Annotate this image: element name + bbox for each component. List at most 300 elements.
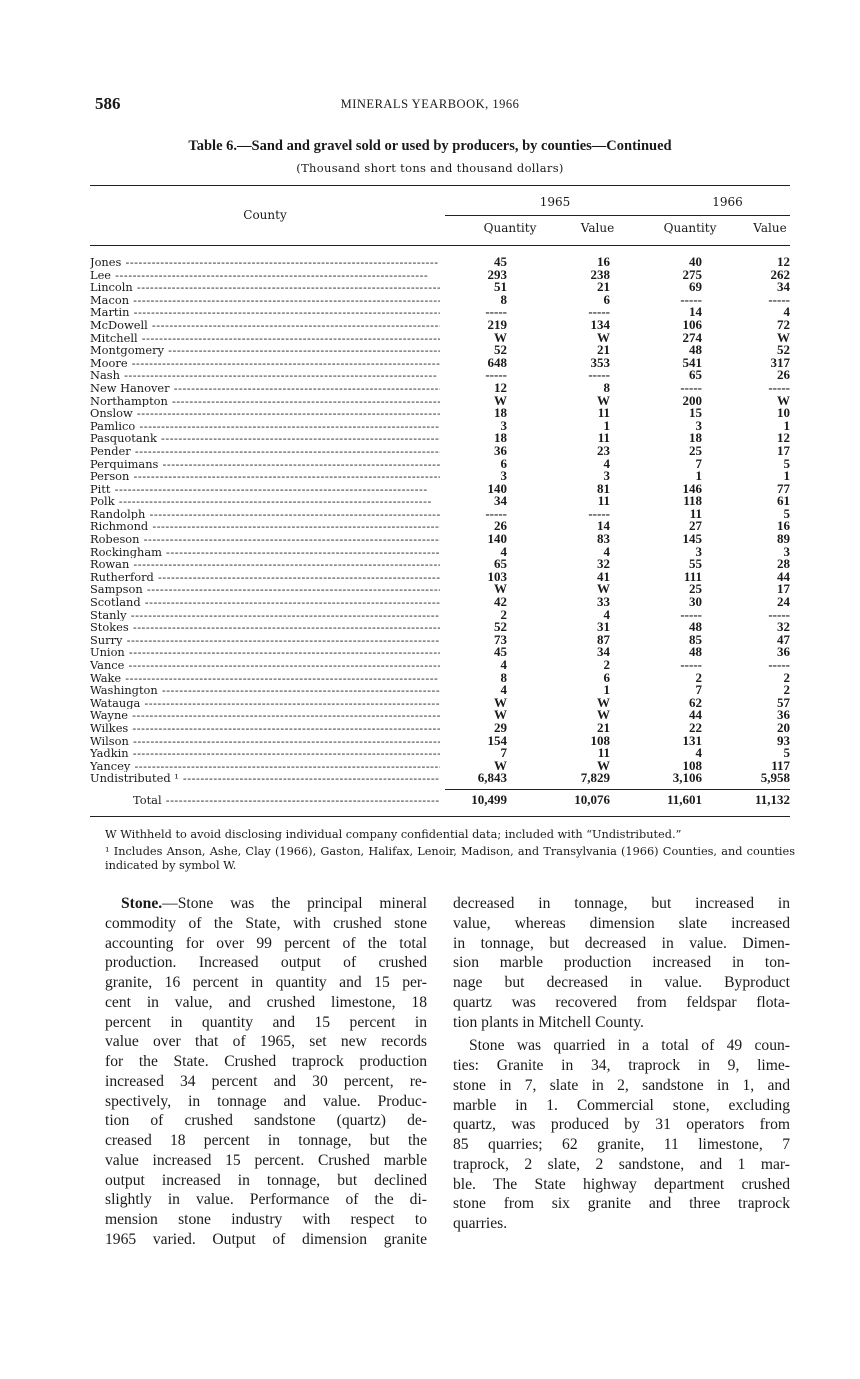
table-cell: 32 [597, 556, 610, 572]
text-line [453, 934, 790, 954]
table-cell: 4 [500, 543, 507, 559]
table-cell: ----- [485, 304, 507, 320]
text-line-content: sion marble production increased in ton- [453, 954, 790, 972]
table-cell: 45 [494, 644, 507, 660]
county-name: Undistributed ¹ ----- [90, 772, 440, 785]
table-cell: ----- [768, 657, 790, 672]
county-name: Yadkin ----- [90, 747, 440, 760]
total-label: Total ----- [133, 794, 440, 807]
table-cell: 55 [689, 556, 702, 572]
table-cell: 36 [494, 442, 507, 458]
table-cell: 21 [597, 719, 610, 735]
county-name: Pamlico ----- [90, 420, 440, 433]
table-cell: 2 [695, 669, 702, 685]
county-name: Rockingham ----- [90, 546, 440, 559]
table-cell: 108 [590, 732, 610, 748]
table-cell: 93 [777, 732, 790, 748]
county-name: Wayne ----- [90, 709, 440, 722]
county-name: Nash ----- [90, 369, 440, 382]
total-cell: 11,601 [666, 792, 702, 807]
table-row [90, 568, 790, 584]
table-row [90, 684, 790, 697]
text-line-content: slightly in value. Performance of the di- [105, 1191, 427, 1209]
county-name: Watauga ----- [90, 697, 440, 710]
county-name: Pender ----- [90, 445, 440, 458]
table-cell: 11 [597, 430, 610, 446]
table-cell: ----- [485, 367, 507, 383]
table-row [90, 659, 790, 672]
table-cell: 7 [695, 682, 702, 698]
table-cell: 108 [682, 757, 702, 773]
text-line [453, 1155, 790, 1175]
table-row [90, 709, 790, 722]
table-cell: 1 [783, 468, 790, 484]
table-row [90, 495, 790, 508]
table-cell: 73 [494, 631, 507, 647]
table-cell: 10 [777, 405, 790, 421]
county-name: Scotland ----- [90, 596, 440, 609]
table-cell: 5 [783, 505, 790, 521]
table-cell: 140 [487, 531, 507, 547]
text-line-content: stone in 7, slate in 2, sandstone in 1, and [453, 1076, 790, 1094]
table-cell: 5 [783, 745, 790, 761]
table-cell: 4 [500, 682, 507, 698]
text-line [453, 973, 790, 993]
county-name: McDowell ----- [90, 319, 440, 332]
table-cell: 1 [695, 468, 702, 484]
table-cell: 6 [500, 455, 507, 471]
total-cell: 10,076 [574, 792, 610, 807]
table-cell: W [597, 694, 610, 710]
county-name: New Hanover ----- [90, 382, 440, 395]
text-line [105, 993, 427, 1013]
county-name: Northampton ----- [90, 395, 440, 408]
table-cell: 72 [777, 316, 790, 332]
text-line-content: for the State. Crushed traprock production [105, 1053, 427, 1070]
table-cell: 25 [689, 581, 702, 597]
table-cell: 41 [597, 568, 610, 584]
table-cell: 34 [777, 279, 790, 295]
table-cell: 40 [689, 254, 702, 269]
county-name: Perquimans ----- [90, 458, 440, 471]
table-cell: W [494, 392, 507, 408]
county-name: Union ----- [90, 646, 440, 659]
table-cell: 18 [494, 405, 507, 421]
table-cell: 3 [500, 468, 507, 484]
table-cell: 3 [695, 543, 702, 559]
total-cell: 10,499 [471, 792, 507, 807]
table-cell: 2 [603, 657, 610, 672]
text-line [453, 1076, 790, 1096]
text-line-content: accounting for over 99 percent of the total [105, 934, 427, 952]
county-name: Pitt ----- [90, 483, 440, 496]
table-cell: 1 [603, 682, 610, 698]
table-cell: W [597, 329, 610, 345]
table-cell: W [777, 392, 790, 408]
county-name: Rowan ----- [90, 558, 440, 571]
text-line [105, 934, 427, 954]
table-bottom-rule [90, 816, 790, 817]
table-cell: 20 [777, 719, 790, 735]
table-cell: ----- [588, 505, 610, 521]
table-cell: 18 [689, 430, 702, 446]
table-cell: 4 [500, 657, 507, 672]
table-cell: 262 [770, 266, 790, 282]
table-cell: 36 [777, 644, 790, 660]
text-line [105, 894, 427, 914]
table-cell: 48 [689, 619, 702, 635]
text-line [453, 1096, 790, 1116]
table-cell: 111 [683, 568, 702, 584]
text-line-content: production. Increased output of crushed [105, 954, 427, 972]
table-cell: 42 [494, 594, 507, 610]
text-line-content: cent in value, and crushed limestone, 18 [105, 993, 427, 1011]
table-cell: 5,958 [760, 770, 790, 786]
table-cell: 21 [597, 279, 610, 295]
table-cell: 1 [603, 417, 610, 433]
table-cell: 30 [689, 594, 702, 610]
table-cell: 117 [771, 757, 790, 773]
county-name: Lee ----- [90, 269, 440, 282]
table-cell: 33 [597, 594, 610, 610]
table-cell: 103 [487, 568, 507, 584]
table-cell: ----- [680, 291, 702, 307]
total-row [90, 794, 790, 810]
text-line-content: marble in 1. Commercial stone, excluding [453, 1096, 790, 1114]
total-cell: 11,132 [754, 792, 790, 807]
header-value-1966: Value [753, 221, 787, 235]
table-row [90, 266, 790, 282]
table-cell: 14 [689, 304, 702, 320]
table-cell: W [597, 757, 610, 773]
table-cell: 12 [777, 430, 790, 446]
table-cell: 4 [603, 455, 610, 471]
county-name: Vance ----- [90, 659, 440, 672]
text-line [105, 1032, 427, 1052]
table-cell: ----- [588, 367, 610, 383]
table-cell: 25 [689, 442, 702, 458]
table-cell: ----- [768, 606, 790, 622]
county-name: Wilson ----- [90, 735, 440, 748]
text-line-content: in tonnage, but decreased in value. Dimen- [453, 934, 790, 952]
text-line [105, 1131, 427, 1151]
table-cell: 541 [682, 354, 702, 370]
table-cell: 16 [597, 254, 610, 269]
table-cell: 52 [777, 342, 790, 358]
county-name: Robeson ----- [90, 533, 440, 546]
page-number: 586 [95, 94, 121, 113]
text-line [453, 1115, 790, 1135]
header-quantity-1966: Quantity [663, 221, 717, 235]
table-cell: 106 [682, 316, 702, 332]
text-line-content: traprock, 2 slate, 2 sandstone, and 1 mar- [453, 1155, 790, 1173]
year-rule [445, 215, 790, 216]
table-cell: 16 [777, 518, 790, 534]
table-cell: 4 [783, 304, 790, 320]
table-cell: 12 [494, 379, 507, 395]
table-cell: 17 [777, 581, 790, 597]
table-cell: 5 [783, 455, 790, 471]
text-line-content: value increased 15 percent. Crushed marble [105, 1151, 427, 1169]
header-1966: 1966 [712, 195, 743, 209]
table-cell: 6,843 [477, 770, 507, 786]
table-cell: 1 [783, 417, 790, 433]
table-row [90, 606, 790, 622]
header-1965: 1965 [539, 195, 571, 209]
table-subtitle: (Thousand short tons and thousand dollars) [296, 161, 564, 175]
table-cell: 146 [682, 480, 702, 496]
county-name: Moore ----- [90, 357, 440, 370]
table-cell: 17 [777, 442, 790, 458]
text-line-content: tion of crushed sandstone (quartz) de- [105, 1112, 427, 1130]
text-line-content: —Stone was the principal mineral [162, 895, 427, 912]
table-row [90, 583, 790, 596]
table-row [90, 392, 790, 408]
table-cell: W [777, 329, 790, 345]
header-county: County [243, 208, 287, 222]
table-cell: 7 [695, 455, 702, 471]
table-cell: 140 [487, 480, 507, 496]
county-name: Macon ----- [90, 294, 440, 307]
table-cell: ----- [768, 291, 790, 307]
text-line-content: granite, 16 percent in quantity and 15 per- [105, 974, 427, 991]
footnote-w: W Withheld to avoid disclosing individual company confidential data; included with “Undistributed.” [105, 828, 682, 841]
county-name: Washington ----- [90, 684, 440, 697]
table-cell: 18 [494, 430, 507, 446]
table-cell: 89 [777, 531, 790, 547]
table-cell: 3,106 [672, 770, 702, 786]
text-line-content: percent in quantity and 15 percent in [105, 1013, 427, 1031]
table-cell: 62 [689, 694, 702, 710]
table-cell: ----- [680, 379, 702, 395]
text-line [105, 973, 427, 993]
table-cell: 81 [597, 480, 610, 496]
text-line-content: ties: Granite in 34, traprock in 9, lime- [453, 1057, 790, 1074]
table-top-rule [90, 185, 790, 186]
table-cell: 4 [695, 745, 702, 761]
table-cell: ----- [680, 657, 702, 672]
table-cell: 51 [494, 279, 507, 295]
county-name: Surry ----- [90, 634, 440, 647]
county-name: Randolph ----- [90, 508, 440, 521]
county-name: Jones ----- [90, 256, 440, 269]
text-line-content: ble. The State highway department crushed [453, 1175, 790, 1193]
county-name: Montgomery ----- [90, 344, 440, 357]
text-line-content: spectively, in tonnage and value. Produc- [105, 1092, 427, 1110]
county-name: Person ----- [90, 470, 440, 483]
table-cell: ----- [680, 606, 702, 622]
table-cell: 26 [494, 518, 507, 534]
running-head: MINERALS YEARBOOK, 1966 [340, 97, 520, 111]
table-cell: 27 [689, 518, 702, 534]
table-row [90, 329, 790, 345]
table-row [90, 407, 790, 420]
text-line-content: tion plants in Mitchell County. [453, 1013, 644, 1031]
county-name: Polk ----- [90, 495, 440, 508]
text-line-content: quarries. [453, 1215, 508, 1232]
header-value-1965: Value [580, 221, 615, 235]
table-cell: W [494, 707, 507, 723]
county-name: Richmond ----- [90, 520, 440, 533]
table-cell: 34 [494, 493, 507, 509]
text-line [105, 1072, 427, 1092]
table-cell: 47 [777, 631, 790, 647]
text-line-content: nage but decreased in value. Byproduct [453, 974, 790, 991]
table-cell: 2 [783, 682, 790, 698]
text-line-content: commodity of the State, with crushed stone [105, 914, 427, 932]
table-body [90, 256, 790, 785]
text-line-content: stone from six granite and three traprock [453, 1195, 790, 1213]
table-cell: W [494, 329, 507, 345]
table-cell: 11 [597, 405, 610, 421]
table-cell: 145 [682, 531, 702, 547]
county-name: Stokes ----- [90, 621, 440, 634]
text-line-content: mension stone industry with respect to [105, 1211, 427, 1228]
table-row [90, 505, 790, 521]
table-cell: 219 [487, 316, 507, 332]
county-name: Onslow ----- [90, 407, 440, 420]
table-cell: W [597, 581, 610, 597]
text-line [453, 1135, 790, 1155]
text-line-content: output increased in tonnage, but declined [105, 1171, 427, 1189]
text-line-content: increased 34 percent and 30 percent, re- [105, 1072, 427, 1090]
text-line [453, 993, 790, 1013]
table-cell: 22 [689, 719, 702, 735]
county-name: Wake ----- [90, 672, 440, 685]
table-row [90, 417, 790, 433]
table-row [90, 621, 790, 634]
text-line [453, 914, 790, 934]
table-cell: 34 [597, 644, 610, 660]
text-line-content: Stone was quarried in a total of 49 coun- [469, 1037, 790, 1055]
text-line [105, 1230, 427, 1250]
table-cell: 3 [500, 417, 507, 433]
table-cell: 200 [682, 392, 702, 408]
table-cell: 8 [603, 379, 610, 395]
table-cell: 21 [597, 342, 610, 358]
text-line [453, 1056, 790, 1076]
table-cell: 23 [597, 442, 610, 458]
table-cell: 11 [597, 493, 610, 509]
table-row [90, 533, 790, 546]
table-cell: 2 [500, 606, 507, 622]
header-quantity-1965: Quantity [483, 221, 537, 235]
total-rule [445, 789, 790, 790]
table-cell: 3 [783, 543, 790, 559]
table-cell: 3 [603, 468, 610, 484]
table-cell: 274 [682, 329, 702, 345]
table-row [90, 631, 790, 647]
table-cell: 8 [500, 291, 507, 307]
table-cell: 4 [603, 543, 610, 559]
county-name: Pasquotank ----- [90, 432, 440, 445]
table-cell: 648 [487, 354, 507, 370]
text-line [105, 1092, 427, 1112]
table-cell: 238 [590, 266, 610, 282]
text-line [105, 1210, 427, 1230]
table-row [90, 442, 790, 458]
table-cell: 48 [689, 342, 702, 358]
table-cell: ----- [485, 505, 507, 521]
county-name: Wilkes ----- [90, 722, 440, 735]
table-cell: W [597, 707, 610, 723]
table-cell: 52 [494, 342, 507, 358]
table-cell: 44 [689, 707, 702, 723]
table-cell: 131 [682, 732, 702, 748]
table-cell: 85 [689, 631, 702, 647]
table-cell: 293 [487, 266, 507, 282]
footnote-1: ¹ Includes Anson, Ashe, Clay (1966), Gaston, Halifax, Lenoir, Madison, and Transylvania (1966) Counties, and counties indicated by symbol W. [105, 845, 795, 872]
text-line-content: 85 quarries; 62 granite, 11 limestone, 7 [453, 1136, 790, 1153]
table-cell: 61 [777, 493, 790, 509]
table-row [90, 291, 790, 307]
table-cell: 4 [603, 606, 610, 622]
text-line [105, 1013, 427, 1033]
table-cell: 65 [494, 556, 507, 572]
county-name: Rutherford ----- [90, 571, 440, 584]
text-line-content: value over that of 1965, set new records [105, 1033, 427, 1051]
table-cell: 65 [689, 367, 702, 383]
table-cell: ----- [588, 304, 610, 320]
text-line [105, 1052, 427, 1072]
table-cell: 14 [597, 518, 610, 534]
county-name: Stanly ----- [90, 609, 440, 622]
table-cell: 12 [777, 254, 790, 269]
table-cell: 275 [682, 266, 702, 282]
text-line-content: quartz, was produced by 31 operators from [453, 1116, 790, 1134]
table-cell: 6 [603, 669, 610, 685]
text-line [105, 1171, 427, 1191]
table-cell: 44 [777, 568, 790, 584]
table-cell: 87 [597, 631, 610, 647]
text-line [105, 953, 427, 973]
table-cell: 24 [777, 594, 790, 610]
text-line [105, 914, 427, 934]
table-cell: 8 [500, 669, 507, 685]
text-line [453, 1036, 790, 1056]
table-cell: 2 [783, 669, 790, 685]
table-cell: 11 [689, 505, 702, 521]
text-line [105, 1111, 427, 1131]
text-line-content: value, whereas dimension slate increased [453, 914, 790, 932]
table-cell: 69 [689, 279, 702, 295]
county-name: Martin ----- [90, 306, 440, 319]
table-cell: 32 [777, 619, 790, 635]
table-cell: 36 [777, 707, 790, 723]
text-line [105, 1151, 427, 1171]
table-row [90, 694, 790, 710]
text-line-content: decreased in tonnage, but increased in [453, 895, 790, 912]
table-cell: 3 [695, 417, 702, 433]
county-name: Sampson ----- [90, 583, 440, 596]
table-cell: 118 [683, 493, 702, 509]
table-cell: 7 [500, 745, 507, 761]
text-line [453, 894, 790, 914]
table-cell: 31 [597, 619, 610, 635]
text-line [453, 953, 790, 973]
county-name: Mitchell ----- [90, 332, 440, 345]
table-cell: 6 [603, 291, 610, 307]
county-name: Yancey ----- [90, 760, 440, 773]
table-cell: W [494, 581, 507, 597]
text-line-content: 1965 varied. Output of dimension granite [105, 1230, 427, 1248]
table-cell: W [494, 694, 507, 710]
header-rule [90, 245, 790, 246]
text-line [105, 1190, 427, 1210]
right-column [453, 894, 790, 1234]
table-title: Table 6.—Sand and gravel sold or used by producers, by counties—Continued [188, 138, 672, 154]
text-line-content: creased 18 percent in tonnage, but the [105, 1132, 427, 1149]
